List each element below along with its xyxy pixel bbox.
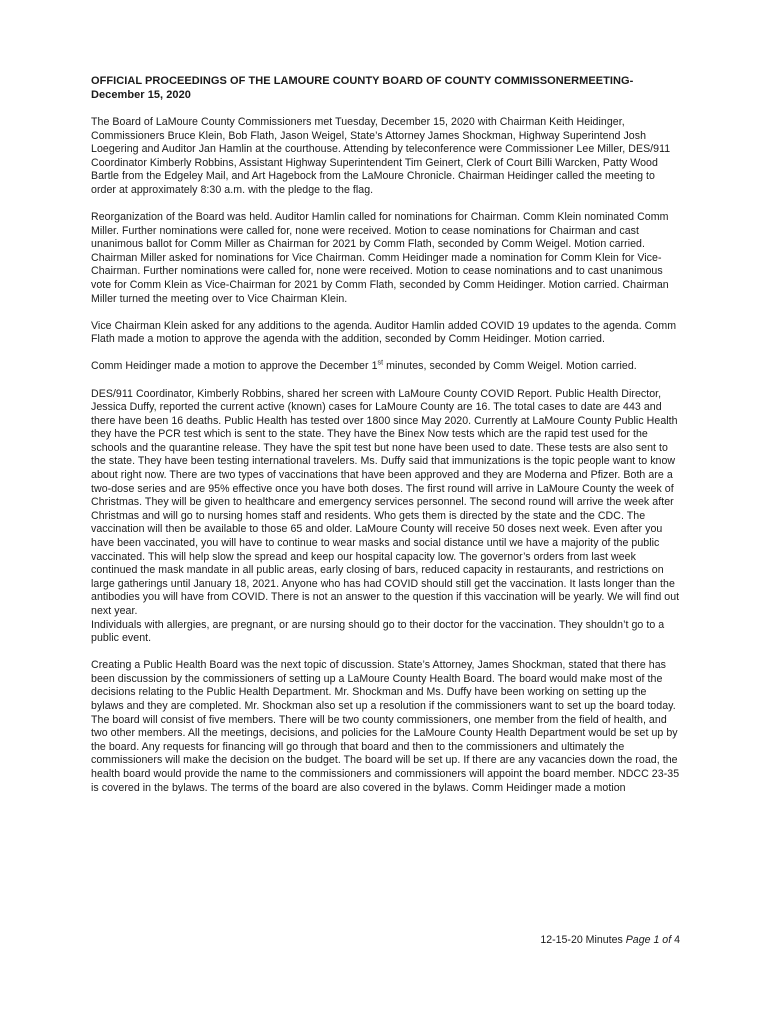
- page-footer: [540, 934, 680, 947]
- ordinal-superscript: st: [377, 359, 384, 367]
- covid-report-paragraph: DES/911 Coordinator, Kimberly Robbins, shared her screen with LaMoure County COVID Report. Public Health Director, Jessica Duffy, reported the current active (known) cases for LaMoure County are 16. The total cases to date are 443 and there have been 16 deaths. Public Health has tested over 1800 since May 2020. Currently at LaMoure County Public Health they have the PCR test which is sent to the state. They have the Binex Now tests which are the rapid test used for the schools and the quarantine release. They have the spit test but none have been used to date. These tests are also sent to the state. They have been testing international travelers. Ms. Duffy said that immunizations is the topic people want to know about right now. There are two types of vaccinations that have been approved and they are Moderna and Pfizer. Both are a two-dose series and are 95% effective once you have both doses. The first round will arrive in LaMoure County the week of Christmas. They will be given to healthcare and emergency services personnel. The second round will arrive the week after Christmas and will go to nursing homes staff and residents. Who gets them is directed by the state and the CDC. The vaccination will then be available to those 65 and older. LaMoure County will receive 50 doses next week. Even after you have been vaccinated, you will have to continue to wear masks and social distance until we have a majority of the public vaccinated. This will help slow the spread and keep our hospital capacity low. The governor’s orders from last week continued the mask mandate in all public areas, early closing of bars, reduced capacity in restaurants, and restrictions on large gatherings until January 18, 2021. Anyone who has had COVID should still get the vaccination. It lasts longer than the antibodies you will have from COVID. There is not an answer to the question if this vaccination will be yearly. We will find out next year.: [91, 387, 680, 617]
- document-body: [91, 74, 681, 809]
- footer-of-word: of: [662, 934, 672, 946]
- footer-page-total: 4: [674, 934, 680, 946]
- minutes-text-end: minutes, seconded by Comm Weigel. Motion carried.: [383, 360, 637, 373]
- minutes-approval-paragraph: [91, 360, 681, 374]
- footer-page-number: 1: [653, 934, 660, 946]
- footer-label: 12-15-20 Minutes: [540, 934, 623, 946]
- agenda-paragraph: Vice Chairman Klein asked for any additions to the agenda. Auditor Hamlin added COVID 19 updates to the agenda. Comm Flath made a motion to approve the agenda with the addition, seconded by Comm Heidinger. Motion carried.: [91, 319, 677, 346]
- vaccination-advice-paragraph: Individuals with allergies, are pregnant, or are nursing should go to their doctor for the vaccination. They shouldn’t go to a public event.: [91, 618, 665, 645]
- health-board-paragraph: Creating a Public Health Board was the next topic of discussion. State’s Attorney, James Shockman, stated that there has been discussion by the commissioners of setting up a LaMoure County Health Board. The board would make most of the decisions relating to the Public Health Department. Mr. Shockman and Ms. Duffy have been working on setting up the bylaws and they are completed. Mr. Shockman also set up a resolution if the commissioners want to set up the board today. The board will consist of five members. There will be two county commissioners, one member from the field of health, and two other members. All the meetings, decisions, and policies for the LaMoure County Health Department would be set up by the board. Any requests for financing will go through that board and then to the commissioners and ultimately the commissioners will make the decision on the budget. The board will be set up. If there are any vacancies down the road, the health board would provide the name to the commissioners and commissioners will appoint the board member. NDCC 23-35 is covered in the bylaws. The terms of the board are also covered in the bylaws. Comm Heidinger made a motion: [91, 659, 680, 794]
- footer-page-word: Page: [625, 934, 651, 946]
- minutes-text-start: Comm Heidinger made a motion to approve the December 1: [91, 360, 378, 373]
- reorganization-paragraph: Reorganization of the Board was held. Auditor Hamlin called for nominations for Chairman. Comm Klein nominated Comm Miller. Further nominations were called for, none were received. Motion to cease nominations for Chairman and cast unanimous ballot for Comm Miller as Chairman for 2021 by Comm Flath, seconded by Comm Weigel. Motion carried. Chairman Miller asked for nominations for Vice Chairman. Comm Heidinger made a nomination for Comm Klein for Vice-Chairman. Further nominations were called for, none were received. Motion to cease nominations and to cast unanimous vote for Comm Klein as Vice-Chairman for 2021 by Comm Flath, seconded by Comm Heidinger. Motion carried. Chairman Miller turned the meeting over to Vice Chairman Klein.: [91, 211, 669, 305]
- document-title: OFFICIAL PROCEEDINGS OF THE LAMOURE COUNTY BOARD OF COUNTY COMMISSONERMEETING- December 15, 2020: [91, 75, 634, 101]
- opening-paragraph: The Board of LaMoure County Commissioners met Tuesday, December 15, 2020 with Chairman Keith Heidinger, Commissioners Bruce Klein, Bob Flath, Jason Weigel, State’s Attorney James Shockman, Highway Superintend Josh Loegering and Auditor Jan Hamlin at the courthouse. Attending by teleconference were Commissioner Lee Miller, DES/911 Coordinator Kimberly Robbins, Assistant Highway Superintendent Tim Geinert, Clerk of Court Billi Warcken, Patty Wood Bartle from the Edgeley Mail, and Art Hagebock from the LaMoure Chronicle. Chairman Heidinger called the meeting to order at approximately 8:30 a.m. with the pledge to the flag.: [91, 116, 671, 196]
